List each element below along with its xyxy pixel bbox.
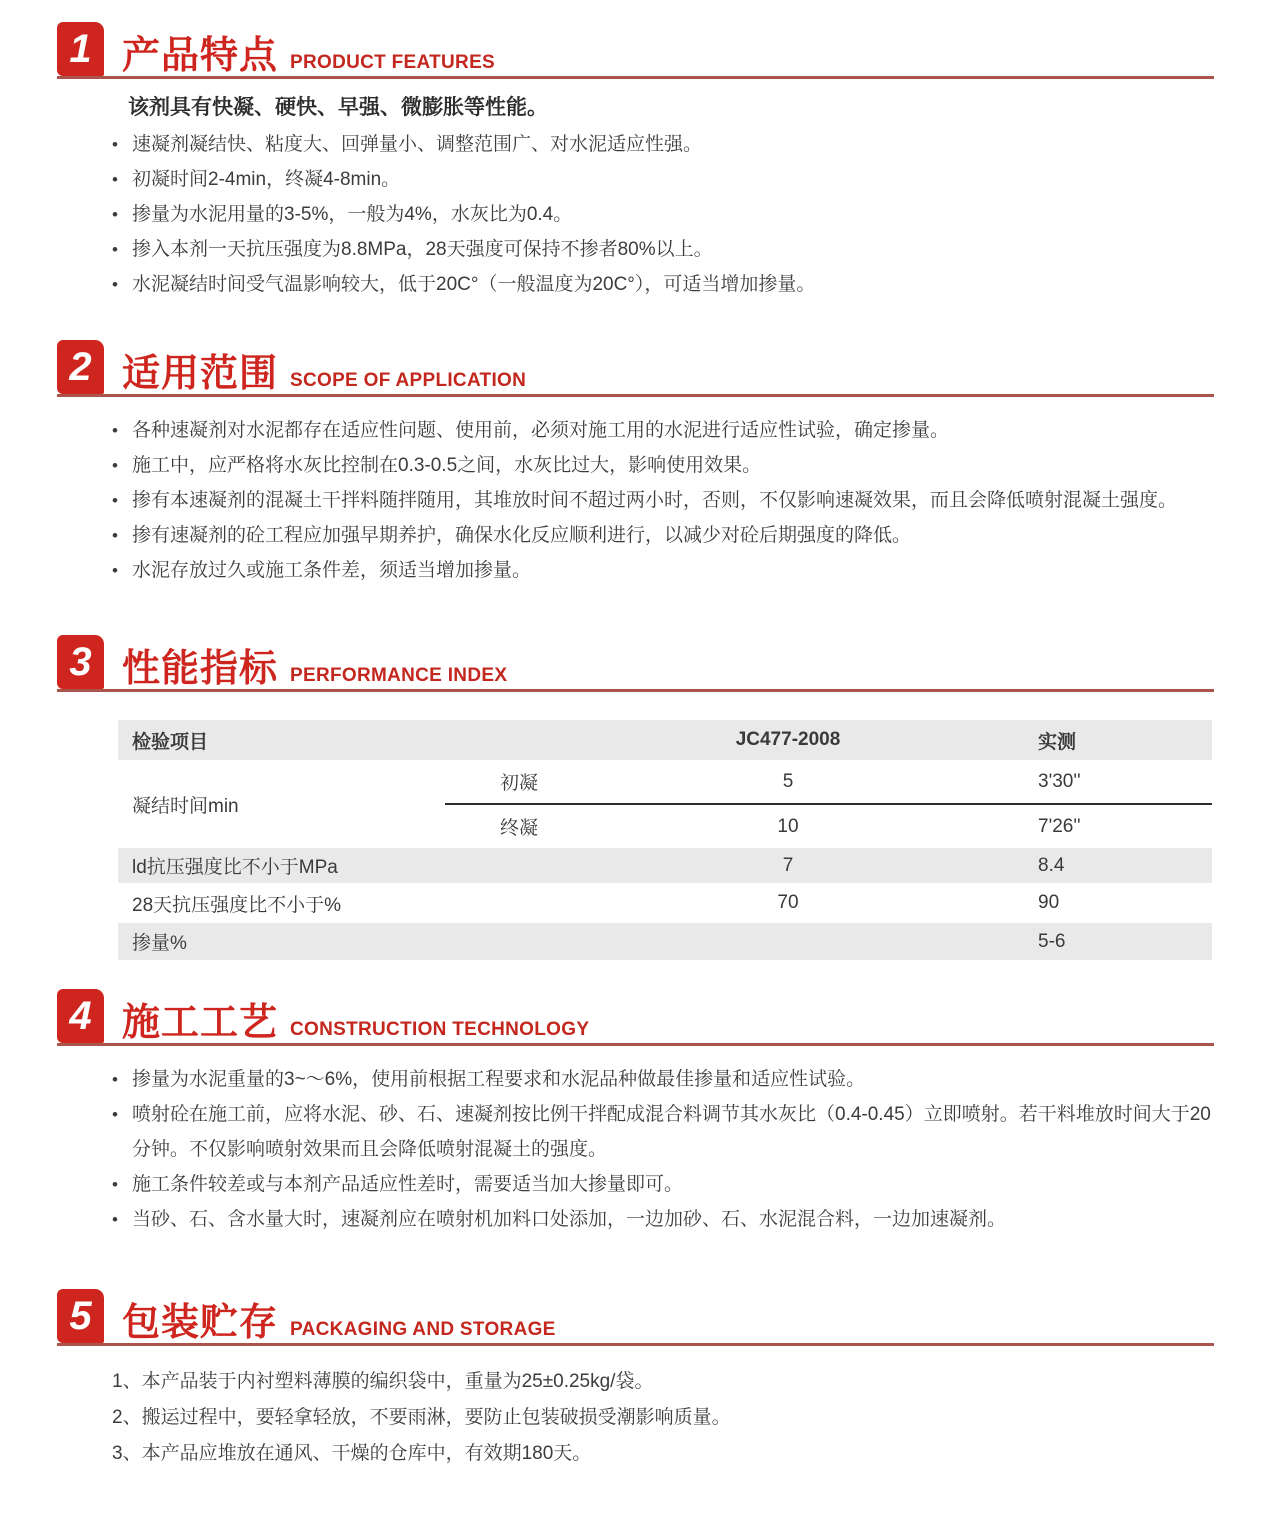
bullet-item: • 施工中，应严格将水灰比控制在0.3-0.5之间，水灰比过大，影响使用效果。: [112, 448, 1222, 483]
section-number-badge: 5: [57, 1289, 104, 1343]
table-row-dosage: [118, 921, 1212, 960]
bullet-item: • 掺有速凝剂的砼工程应加强早期养护，确保水化反应顺利进行，以减少对砼后期强度的降低。: [112, 518, 1222, 553]
performance-table: [118, 720, 1212, 960]
table-cell-item: 28天抗压强度比不小于%: [132, 894, 342, 916]
section-scope-of-application: [0, 340, 1280, 588]
table-row-1d-strength: [118, 848, 1212, 883]
section-header: [57, 635, 1214, 692]
section-number-badge: 3: [57, 635, 104, 689]
numbered-item: 1、本产品装于内衬塑料薄膜的编织袋中，重量为25±0.25kg/袋。: [112, 1371, 654, 1392]
table-subrow-initial-set: [445, 760, 1212, 803]
table-cell-standard: 5: [782, 770, 794, 792]
section-title-cn: 性能指标: [122, 648, 279, 690]
table-cell-item: 凝结时间min: [132, 795, 239, 817]
bullet-item: • 施工条件较差或与本剂产品适应性差时，需要适当加大掺量即可。: [112, 1167, 1222, 1202]
table-cell-sublabel: 初凝: [500, 773, 539, 794]
bullet-list: [112, 127, 1222, 302]
table-header-standard: JC477-2008: [735, 729, 841, 750]
table-row-28d-strength: [118, 883, 1212, 921]
section-packaging-and-storage: [0, 1289, 1280, 1472]
section-header: [57, 340, 1214, 397]
bullet-item: • 掺有本速凝剂的混凝土干拌料随拌随用，其堆放时间不超过两小时，否则，不仅影响速凝效果，而且会降低喷射混凝土强度。: [112, 483, 1222, 518]
table-cell-measured: 7'26'': [1038, 815, 1081, 837]
table-header-item: 检验项目: [132, 731, 209, 753]
bullet-item: • 掺入本剂一天抗压强度为8.8MPa，28天强度可保持不掺者80%以上。: [112, 232, 1222, 267]
section-title-cn: 施工工艺: [122, 1002, 279, 1044]
section-header: [57, 22, 1214, 79]
table-cell-measured: 8.4: [1038, 854, 1065, 876]
table-row-setting-time: [118, 760, 1212, 848]
bullet-list: [112, 1062, 1222, 1237]
numbered-list: [112, 1364, 1222, 1472]
section-number-badge: 4: [57, 989, 104, 1043]
section-title-en: SCOPE OF APPLICATION: [290, 370, 527, 391]
section-title-cn: 产品特点: [122, 35, 279, 77]
table-cell-measured: 5-6: [1038, 930, 1066, 952]
bullet-item: • 当砂、石、含水量大时，速凝剂应在喷射机加料口处添加，一边加砂、石、水泥混合料，一边加速凝剂。: [112, 1202, 1222, 1237]
table-cell-item: ld抗压强度比不小于MPa: [132, 857, 338, 878]
section-number-badge: 2: [57, 340, 104, 394]
table-subrow-final-set: [445, 803, 1212, 848]
bullet-item: • 喷射砼在施工前，应将水泥、砂、石、速凝剂按比例干拌配成混合料调节其水灰比（0.4-0.45）立即喷射。若干料堆放时间大于20分钟。不仅影响喷射效果而且会降低喷射混凝土的强度。: [112, 1097, 1222, 1167]
intro-line: 该剂具有快凝、硬快、早强、微膨胀等性能。: [128, 96, 548, 119]
bullet-item: • 掺量为水泥用量的3-5%，一般为4%，水灰比为0.4。: [112, 197, 1222, 232]
bullet-item: • 初凝时间2-4min，终凝4-8min。: [112, 162, 1222, 197]
table-header-measured: 实测: [1038, 731, 1077, 753]
section-title-en: CONSTRUCTION TECHNOLOGY: [290, 1019, 590, 1040]
section-title-en: PERFORMANCE INDEX: [290, 665, 508, 686]
section-product-features: [0, 0, 1280, 302]
section-header: [57, 989, 1214, 1046]
bullet-item: • 速凝剂凝结快、粘度大、回弹量小、调整范围广、对水泥适应性强。: [112, 127, 1222, 162]
table-header-row: [118, 720, 1212, 760]
section-title-en: PRODUCT FEATURES: [290, 52, 496, 73]
section-title-en: PACKAGING AND STORAGE: [290, 1319, 556, 1340]
bullet-item: • 各种速凝剂对水泥都存在适应性问题、使用前，必须对施工用的水泥进行适应性试验，确定掺量。: [112, 413, 1222, 448]
table-cell-sublabel: 终凝: [500, 818, 539, 839]
table-cell-measured: 90: [1038, 892, 1060, 913]
table-cell-standard: 10: [777, 815, 799, 837]
section-header: [57, 1289, 1214, 1346]
section-construction-technology: [0, 989, 1280, 1237]
bullet-item: • 掺量为水泥重量的3~～6%，使用前根据工程要求和水泥品种做最佳掺量和适应性试验。: [112, 1062, 1222, 1097]
table-cell-item: 掺量%: [132, 933, 187, 954]
table-cell-standard: 7: [782, 854, 794, 876]
numbered-item: 3、本产品应堆放在通风、干燥的仓库中，有效期180天。: [112, 1443, 592, 1464]
section-number-badge: 1: [57, 22, 104, 76]
numbered-item: 2、搬运过程中，要轻拿轻放，不要雨淋，要防止包装破损受潮影响质量。: [112, 1407, 731, 1428]
table-cell-measured: 3'30'': [1038, 770, 1081, 792]
bullet-item: • 水泥凝结时间受气温影响较大，低于20C°（一般温度为20C°），可适当增加掺量。: [112, 267, 1222, 302]
setting-time-subrows: [445, 760, 1212, 848]
bullet-item: • 水泥存放过久或施工条件差，须适当增加掺量。: [112, 553, 1222, 588]
section-performance-index: [0, 635, 1280, 960]
bullet-list: [112, 413, 1222, 588]
section-title-cn: 包装贮存: [122, 1302, 279, 1344]
table-cell-standard: 70: [777, 892, 799, 913]
section-title-cn: 适用范围: [122, 353, 279, 395]
